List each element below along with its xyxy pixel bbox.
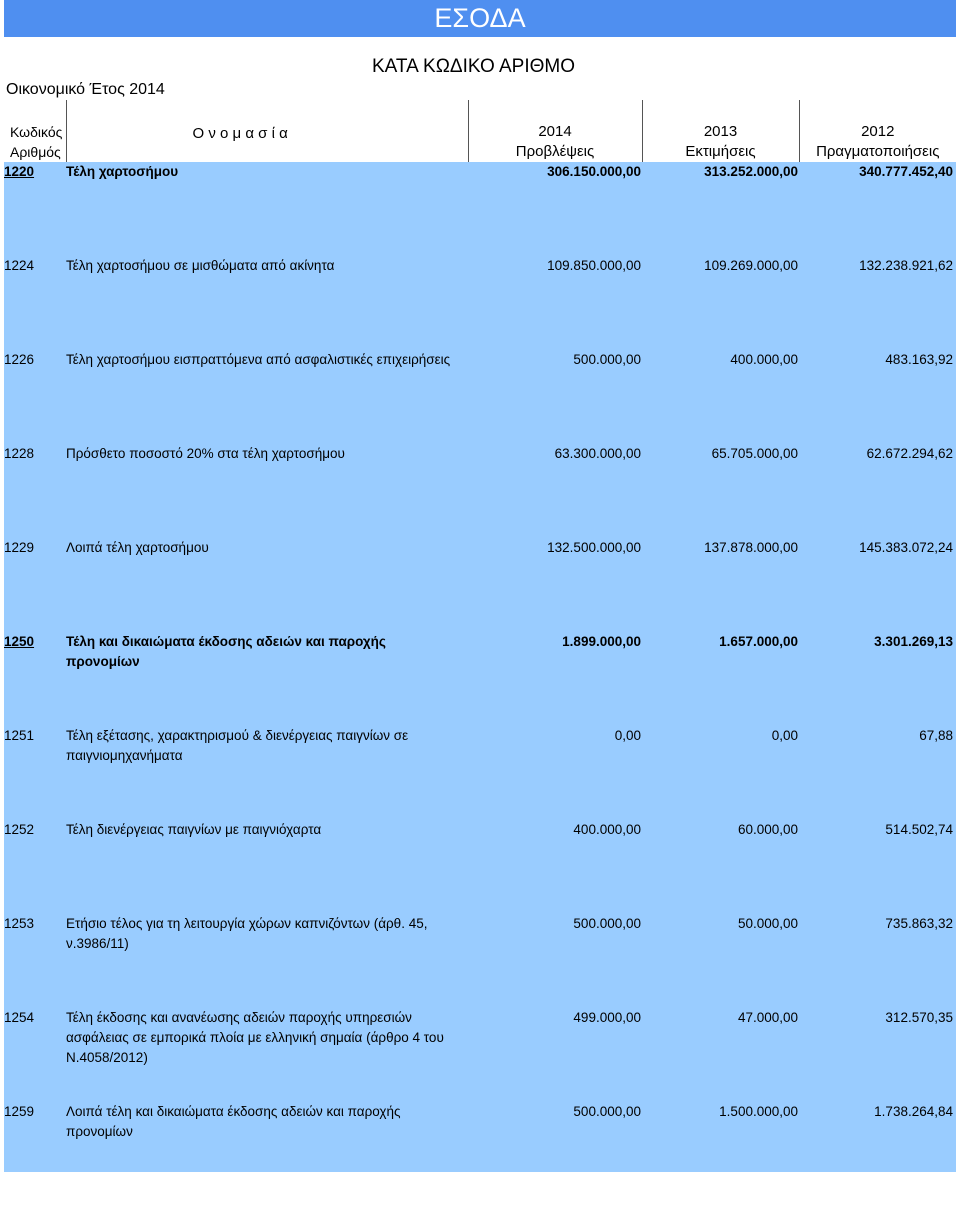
row-amount-2013-cell — [642, 914, 799, 1008]
row-code-cell — [4, 632, 66, 726]
header-2013 — [642, 100, 799, 162]
row-code: 1251 — [4, 728, 35, 743]
table-body — [4, 162, 956, 1172]
table-row — [4, 632, 956, 726]
row-name: Λοιπά τέλη χαρτοσήμου — [66, 540, 209, 555]
table-row — [4, 726, 956, 820]
row-amount-2012-cell — [799, 162, 956, 256]
row-amount-2014: 306.150.000,00 — [547, 164, 641, 179]
row-code-cell — [4, 820, 66, 914]
row-code: 1226 — [4, 352, 35, 367]
row-name-cell — [66, 444, 468, 538]
row-name: Τέλη χαρτοσήμου εισπραττόμενα από ασφαλιστικές επιχειρήσεις — [66, 352, 451, 367]
row-amount-2014: 0,00 — [614, 728, 641, 743]
row-code-cell — [4, 1008, 66, 1102]
row-name-cell — [66, 726, 468, 820]
page-title: ΕΣΟΔΑ — [4, 0, 956, 37]
row-amount-2012-cell — [799, 914, 956, 1008]
header-2012-year: 2012 — [861, 123, 895, 140]
row-amount-2014: 500.000,00 — [573, 1104, 641, 1119]
revenue-table — [4, 100, 956, 1172]
row-name: Τέλη χαρτοσήμου σε μισθώματα από ακίνητα — [66, 258, 335, 273]
header-code-line1: Κωδικός — [10, 124, 63, 140]
row-code-cell — [4, 1102, 66, 1172]
row-amount-2012-cell — [799, 1008, 956, 1102]
row-amount-2012: 67,88 — [919, 728, 953, 743]
header-code-line2: Αριθμός — [10, 144, 61, 160]
row-code: 1224 — [4, 258, 35, 273]
row-amount-2012-cell — [799, 632, 956, 726]
row-name-cell — [66, 820, 468, 914]
row-amount-2013-cell — [642, 256, 799, 350]
row-name: Τέλη χαρτοσήμου — [66, 164, 179, 179]
row-amount-2014-cell — [468, 632, 642, 726]
row-code-cell — [4, 256, 66, 350]
row-code-cell — [4, 538, 66, 632]
row-amount-2013: 0,00 — [771, 728, 798, 743]
row-amount-2013: 313.252.000,00 — [704, 164, 798, 179]
row-amount-2014-cell — [468, 1008, 642, 1102]
row-amount-2014: 500.000,00 — [573, 916, 641, 931]
page-subtitle: ΚΑΤΑ ΚΩΔΙΚΟ ΑΡΙΘΜΟ — [372, 56, 575, 77]
row-amount-2013: 50.000,00 — [737, 916, 798, 931]
row-code-cell — [4, 162, 66, 256]
row-amount-2014: 109.850.000,00 — [547, 258, 641, 273]
row-name: Λοιπά τέλη και δικαιώματα έκδοσης αδειών και παροχής προνομίων — [66, 1104, 401, 1139]
row-name: Ετήσιο τέλος για τη λειτουργία χώρων καπνιζόντων (άρθ. 45, ν.3986/11) — [66, 916, 428, 951]
row-amount-2014: 500.000,00 — [573, 352, 641, 367]
header-2012-label: Πραγματοποιήσεις — [816, 143, 940, 160]
row-amount-2014-cell — [468, 350, 642, 444]
row-code-cell — [4, 444, 66, 538]
row-code: 1252 — [4, 822, 35, 837]
row-amount-2013-cell — [642, 1102, 799, 1172]
row-amount-2012: 145.383.072,24 — [859, 540, 953, 555]
table-row — [4, 444, 956, 538]
row-amount-2013-cell — [642, 726, 799, 820]
table-row — [4, 256, 956, 350]
row-code: 1250 — [4, 634, 35, 649]
row-amount-2014-cell — [468, 162, 642, 256]
row-amount-2014-cell — [468, 1102, 642, 1172]
row-amount-2012: 1.738.264,84 — [874, 1104, 953, 1119]
table-row — [4, 820, 956, 914]
row-name: Τέλη διενέργειας παιγνίων με παιγνιόχαρτα — [66, 822, 322, 837]
table-row — [4, 1102, 956, 1172]
row-amount-2013: 1.500.000,00 — [719, 1104, 798, 1119]
table-row — [4, 538, 956, 632]
row-amount-2012-cell — [799, 256, 956, 350]
row-amount-2014: 499.000,00 — [573, 1010, 641, 1025]
row-amount-2012: 514.502,74 — [885, 822, 953, 837]
row-amount-2013-cell — [642, 632, 799, 726]
row-amount-2012-cell — [799, 726, 956, 820]
table-row — [4, 350, 956, 444]
row-code: 1228 — [4, 446, 35, 461]
row-amount-2014-cell — [468, 914, 642, 1008]
row-name-cell — [66, 914, 468, 1008]
row-amount-2014: 132.500.000,00 — [547, 540, 641, 555]
row-amount-2014-cell — [468, 538, 642, 632]
row-name: Τέλη εξέτασης, χαρακτηρισμού & διενέργειας παιγνίων σε παιγνιομηχανήματα — [66, 728, 409, 763]
row-code: 1220 — [4, 164, 35, 179]
row-amount-2013-cell — [642, 1008, 799, 1102]
header-code — [4, 100, 66, 162]
row-code: 1254 — [4, 1010, 35, 1025]
row-name-cell — [66, 162, 468, 256]
row-amount-2013-cell — [642, 444, 799, 538]
row-name: Τέλη έκδοσης και ανανέωσης αδειών παροχής υπηρεσιών ασφάλειας σε εμπορικά πλοία με ελληνική σημαία (άρθρο 4 του Ν.4058/2012) — [66, 1010, 444, 1065]
row-amount-2014: 1.899.000,00 — [562, 634, 641, 649]
header-2014-label: Προβλέψεις — [515, 143, 595, 160]
table-row — [4, 1008, 956, 1102]
header-2013-label: Εκτιμήσεις — [685, 143, 756, 160]
row-amount-2012-cell — [799, 350, 956, 444]
row-amount-2012: 132.238.921,62 — [859, 258, 953, 273]
row-code: 1259 — [4, 1104, 35, 1119]
row-amount-2013: 400.000,00 — [730, 352, 798, 367]
row-amount-2014-cell — [468, 444, 642, 538]
row-amount-2013-cell — [642, 820, 799, 914]
header-2014-year: 2014 — [538, 123, 572, 140]
row-name: Πρόσθετο ποσοστό 20% στα τέλη χαρτοσήμου — [66, 446, 345, 461]
row-name-cell — [66, 1102, 468, 1172]
header-row — [4, 100, 956, 162]
row-amount-2013-cell — [642, 538, 799, 632]
row-name-cell — [66, 256, 468, 350]
row-amount-2013-cell — [642, 162, 799, 256]
row-amount-2012-cell — [799, 444, 956, 538]
row-amount-2014-cell — [468, 256, 642, 350]
row-name-cell — [66, 1008, 468, 1102]
row-amount-2012: 735.863,32 — [885, 916, 953, 931]
row-amount-2014: 400.000,00 — [573, 822, 641, 837]
row-amount-2012: 3.301.269,13 — [874, 634, 953, 649]
row-amount-2012-cell — [799, 820, 956, 914]
fiscal-year-label: Οικονομικό Έτος 2014 — [6, 81, 165, 98]
row-amount-2013: 137.878.000,00 — [704, 540, 798, 555]
row-code-cell — [4, 726, 66, 820]
row-amount-2013-cell — [642, 350, 799, 444]
table-row — [4, 914, 956, 1008]
row-amount-2013: 1.657.000,00 — [719, 634, 798, 649]
row-amount-2014-cell — [468, 820, 642, 914]
row-amount-2012-cell — [799, 538, 956, 632]
row-name-cell — [66, 538, 468, 632]
row-code: 1229 — [4, 540, 35, 555]
table-header — [4, 100, 956, 162]
row-amount-2012: 483.163,92 — [885, 352, 953, 367]
row-code-cell — [4, 914, 66, 1008]
row-amount-2013: 60.000,00 — [737, 822, 798, 837]
row-name-cell — [66, 350, 468, 444]
row-amount-2013: 47.000,00 — [737, 1010, 798, 1025]
row-name: Τέλη και δικαιώματα έκδοσης αδειών και παροχής προνομίων — [66, 634, 386, 669]
row-amount-2012: 62.672.294,62 — [866, 446, 953, 461]
row-name-cell — [66, 632, 468, 726]
row-amount-2012-cell — [799, 1102, 956, 1172]
header-name: Ο ν ο μ α σ ί α — [66, 100, 468, 162]
row-amount-2012: 312.570,35 — [885, 1010, 953, 1025]
row-amount-2012: 340.777.452,40 — [859, 164, 953, 179]
header-2014 — [468, 100, 642, 162]
row-amount-2014-cell — [468, 726, 642, 820]
row-code: 1253 — [4, 916, 35, 931]
table-row — [4, 162, 956, 256]
row-amount-2013: 109.269.000,00 — [704, 258, 798, 273]
header-2013-year: 2013 — [703, 123, 738, 140]
row-code-cell — [4, 350, 66, 444]
row-amount-2014: 63.300.000,00 — [554, 446, 641, 461]
row-amount-2013: 65.705.000,00 — [711, 446, 798, 461]
header-2012 — [799, 100, 956, 162]
